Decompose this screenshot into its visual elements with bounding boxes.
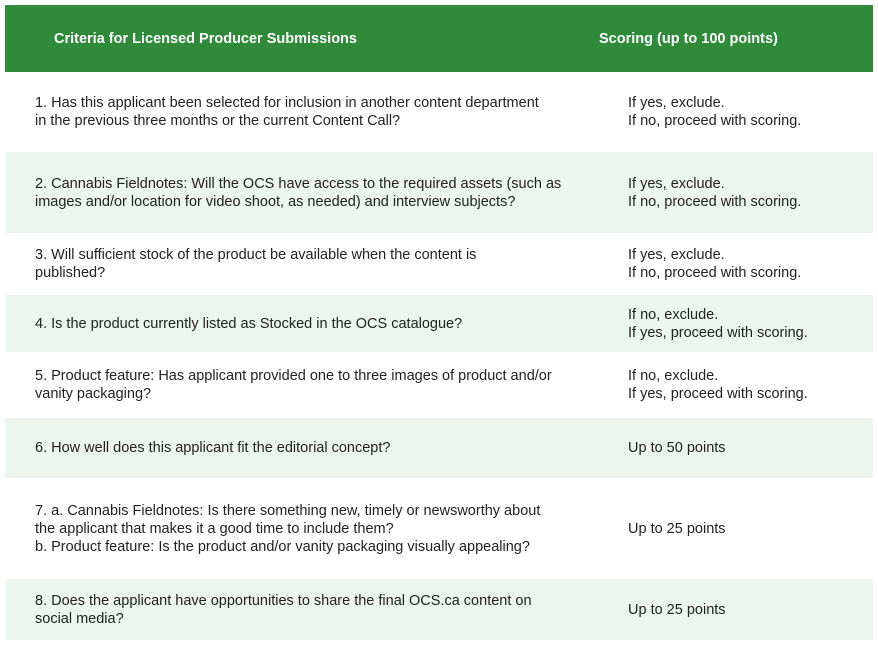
table-row — [5, 72, 873, 152]
scoring-cell: If yes, exclude. If no, proceed with scoring. — [628, 175, 802, 210]
scoring-cell: If no, exclude. If yes, proceed with scoring. — [628, 368, 808, 402]
header-criteria: Criteria for Licensed Producer Submissions — [54, 30, 357, 47]
criteria-cell: 3. Will sufficient stock of the product be available when the content is published? — [35, 247, 477, 281]
table-row — [5, 152, 873, 233]
criteria-cell: 2. Cannabis Fieldnotes: Will the OCS have access to the required assets (such as images and/or location for video shoot, as needed) and interview subjects? — [35, 175, 562, 210]
criteria-cell: 1. Has this applicant been selected for inclusion in another content department in the previous three months or the current Content Call? — [35, 95, 539, 129]
header-scoring: Scoring (up to 100 points) — [599, 30, 778, 47]
scoring-cell: Up to 25 points — [628, 601, 726, 618]
scoring-cell: Up to 25 points — [628, 520, 726, 537]
criteria-table — [5, 5, 873, 640]
table-row — [5, 295, 873, 352]
criteria-cell: 5. Product feature: Has applicant provided one to three images of product and/or vanity packaging? — [35, 368, 552, 402]
table-row — [5, 579, 873, 640]
criteria-cell: 4. Is the product currently listed as Stocked in the OCS catalogue? — [35, 315, 463, 332]
table-row — [5, 418, 873, 478]
scoring-cell: If no, exclude. If yes, proceed with scoring. — [628, 306, 808, 341]
criteria-cell: 7. a. Cannabis Fieldnotes: Is there something new, timely or newsworthy about the applicant that makes it a good time to include them? b. Product feature: Is the product and/or vanity packaging visually appealing? — [35, 502, 541, 555]
criteria-cell: 6. How well does this applicant fit the editorial concept? — [35, 440, 391, 456]
criteria-cell: 8. Does the applicant have opportunities to share the final OCS.ca content on social media? — [35, 592, 532, 627]
scoring-cell: If yes, exclude. If no, proceed with scoring. — [628, 95, 802, 129]
table-row — [5, 352, 873, 418]
table-header — [5, 5, 873, 72]
scoring-cell: If yes, exclude. If no, proceed with scoring. — [628, 247, 802, 281]
scoring-cell: Up to 50 points — [628, 440, 726, 456]
table-row — [5, 478, 873, 579]
table-row — [5, 233, 873, 295]
